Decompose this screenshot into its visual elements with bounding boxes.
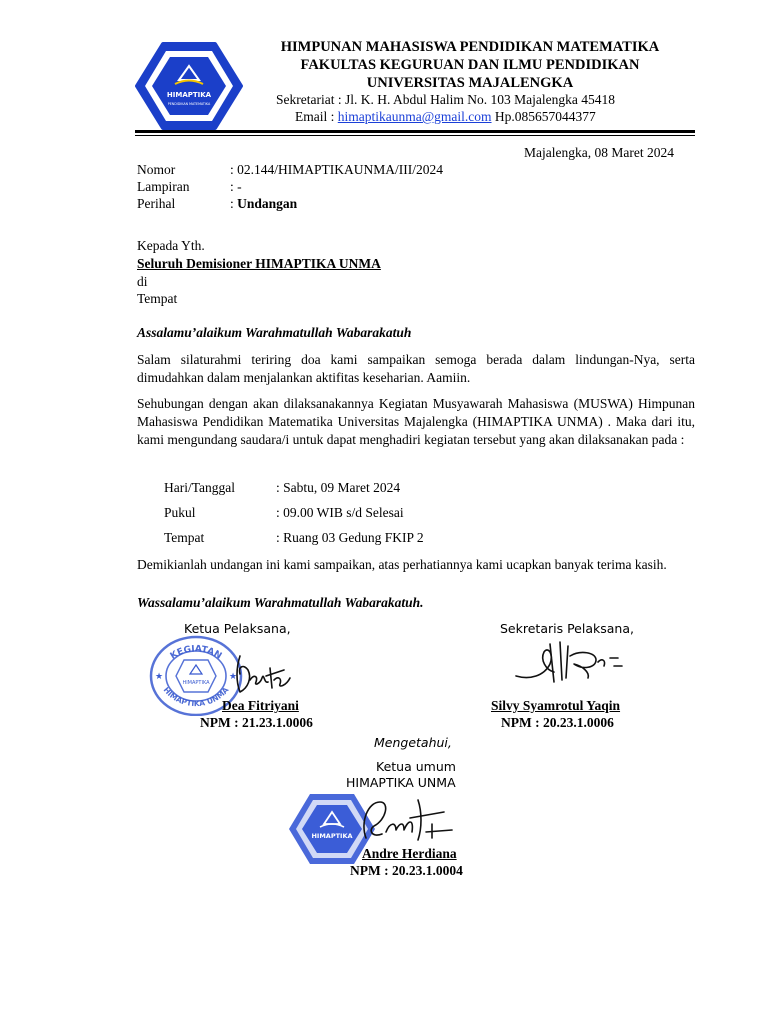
svg-text:HIMAPTIKA: HIMAPTIKA [166,91,212,99]
meta-number-value: : 02.144/HIMAPTIKAUNMA/III/2024 [230,162,443,177]
meta-subject-label: Perihal [137,196,176,211]
recipient-di: di [137,274,148,289]
header-rule-thick [135,130,695,133]
center-signatory-title: Ketua umum [376,759,456,774]
recipient-salutation: Kepada Yth. [137,238,205,253]
phone-number: Hp.085657044377 [494,109,596,124]
paragraph-salam: Salam silaturahmi teriring doa kami sampaikan semoga berada dalam lindungan-Nya, serta dimudahkan dalam menjalankan aktifitas keseharian. Aamiin. [137,352,695,385]
header-address: Sekretariat : Jl. K. H. Abdul Halim No. 103 Majalengka 45418 [276,92,615,107]
header-university: UNIVERSITAS MAJALENGKA [366,75,574,91]
closing-farewell: Wassalamu’alaikum Warahmatullah Wabarakatuh. [137,595,424,610]
opening-greeting: Assalamu’alaikum Warahmatullah Wabarakatuh [137,325,412,340]
right-signatory-npm: NPM : 20.23.1.0006 [501,715,614,730]
right-signatory-title: Sekretaris Pelaksana, [500,621,634,636]
center-signatory-name: Andre Herdiana [362,846,457,861]
acknowledgement-label: Mengetahui, [374,735,452,750]
svg-text:HIMAPTIKA: HIMAPTIKA [311,832,353,840]
email-label: Email : [295,109,335,124]
header-org-name: HIMPUNAN MAHASISWA PENDIDIKAN MATEMATIKA [280,39,660,55]
letter-date: Majalengka, 08 Maret 2024 [524,145,674,160]
meta-attachment-label: Lampiran [137,179,190,194]
left-signature [218,648,298,698]
right-signatory-name: Silvy Syamrotul Yaqin [491,698,621,713]
svg-text:KEGIATAN: KEGIATAN [168,644,224,662]
recipient-place: Tempat [137,291,178,306]
meta-attachment-value: : - [230,179,242,194]
recipient-name: Seluruh Demisioner HIMAPTIKA UNMA [137,256,381,271]
paragraph-invitation: Sehubungan dengan akan dilaksanakannya Kegiatan Musyawarah Mahasiswa (MUSWA) Himpunan Mahasiswa Pendidikan Matematika Universitas Majalengka (HIMAPTIKA UNMA) . Maka dari itu, kami mengundang saudara/i untuk dapat menghadiri kegiatan tersebut yang akan dilaksanakan pada : [137,396,695,447]
svg-text:★: ★ [229,671,238,681]
right-signature [510,636,638,692]
left-signatory-npm: NPM : 21.23.1.0006 [200,715,313,730]
organization-logo [133,40,245,132]
paragraph-closing: Demikianlah undangan ini kami sampaikan, atas perhatiannya kami ucapkan banyak terima kasih. [137,557,667,572]
event-time-label: Pukul [164,505,196,520]
event-date-value: : Sabtu, 09 Maret 2024 [276,480,401,495]
email-link[interactable]: himaptikaunma@gmail.com [337,109,492,124]
svg-text:★: ★ [155,671,164,681]
meta-number-label: Nomor [137,162,176,177]
center-signatory-org: HIMAPTIKA UNMA [346,775,456,790]
svg-text:HIMAPTIKA: HIMAPTIKA [182,680,210,686]
center-signatory-npm: NPM : 20.23.1.0004 [350,863,463,878]
svg-text:PENDIDIKAN MATEMATIKA: PENDIDIKAN MATEMATIKA [167,102,211,106]
meta-subject-value: : Undangan [230,196,298,211]
event-place-value: : Ruang 03 Gedung FKIP 2 [276,530,424,545]
event-place-label: Tempat [164,530,205,545]
left-signatory-name: Dea Fitriyani [222,698,299,713]
left-signatory-title: Ketua Pelaksana, [184,621,291,636]
header-faculty: FAKULTAS KEGURUAN DAN ILMU PENDIDIKAN [300,57,640,73]
event-date-label: Hari/Tanggal [164,480,236,495]
svg-text:HIMAPTIKA UNMA: HIMAPTIKA UNMA [161,685,231,709]
event-time-value: : 09.00 WIB s/d Selesai [276,505,404,520]
center-signature [352,792,462,850]
header-contact [295,108,596,126]
header-rule-thin [135,135,695,136]
